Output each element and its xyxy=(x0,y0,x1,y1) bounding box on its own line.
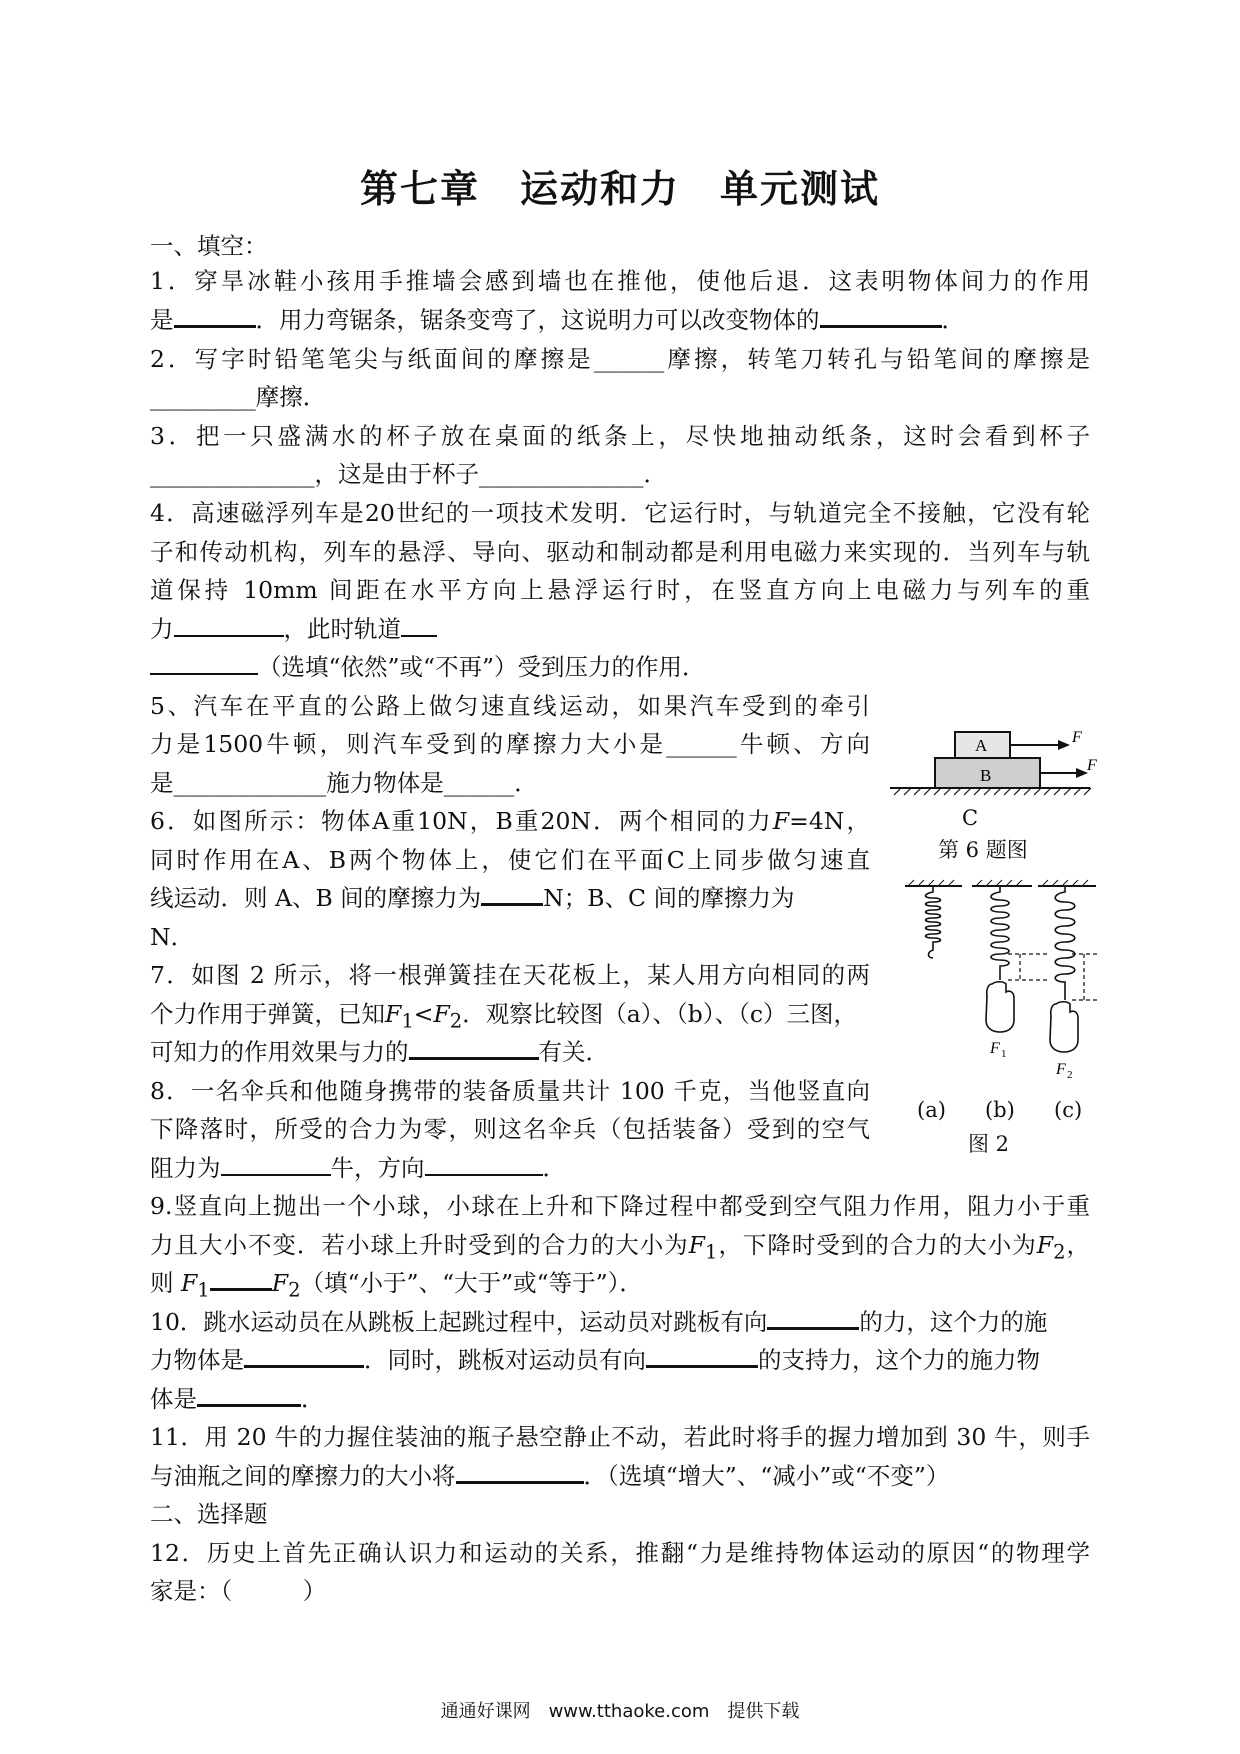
figure-2-label-a: (a) xyxy=(917,1098,946,1122)
figure-2-diagram xyxy=(900,880,1100,1100)
label-f-b: F xyxy=(1087,757,1097,774)
spring-a xyxy=(926,886,941,958)
q7-text-2: ．观察比较图（a）、（b）、（c）三图， xyxy=(462,1000,857,1028)
ground-hatching xyxy=(894,788,1091,795)
q10-text-1: 10．跳水运动员在从跳板上起跳过程中，运动员对跳板有向 xyxy=(150,1308,768,1336)
q1-text-1: 是 xyxy=(150,306,174,334)
q6-text-3: 线运动．则 A、B 间的摩擦力为 xyxy=(150,884,482,912)
figure-2-caption: 图 2 xyxy=(968,1132,1010,1156)
q10-text-3: 力物体是 xyxy=(150,1346,244,1374)
question-7-line-1: 7．如图 2 所示，将一根弹簧挂在天花板上，某人用方向相同的两 xyxy=(150,961,870,989)
q6-text-1: 6．如图所示：物体A重10N，B重20N．两个相同的力 xyxy=(150,807,773,835)
q1-blank-1[interactable] xyxy=(174,301,256,328)
q4-text-2: ，此时轨道 xyxy=(283,615,401,643)
question-4-line-5 xyxy=(150,648,706,686)
q9-f1-sub: 1 xyxy=(704,1240,718,1264)
extension-guides xyxy=(1008,954,1098,1000)
q10-text-2: 的力，这个力的施 xyxy=(859,1308,1048,1336)
q7-f2-symbol: F xyxy=(433,1000,450,1028)
q11-blank[interactable] xyxy=(456,1457,584,1484)
question-12-line-2: 家是：（ ） xyxy=(150,1577,327,1605)
q9-blank[interactable] xyxy=(210,1264,272,1291)
q9-f2-sub-2: 2 xyxy=(288,1278,301,1302)
q9-text-2: ，下降时受到的合力的大小为 xyxy=(717,1231,1037,1259)
q10-blank-2[interactable] xyxy=(244,1341,364,1368)
q6-text-2: =4N， xyxy=(789,807,870,835)
question-2-line-2: _________摩擦． xyxy=(150,383,327,411)
question-8-line-3 xyxy=(150,1149,566,1187)
question-10-line-3 xyxy=(150,1380,325,1418)
q11-text-2: ．（选填“增大”、“减小”或“不变”） xyxy=(583,1462,950,1490)
q7-f1-sub: 1 xyxy=(401,1009,414,1033)
q10-text-4: ．同时，跳板对运动员有向 xyxy=(364,1346,646,1374)
q9-text-4: 则 xyxy=(150,1269,174,1297)
q8-text-1: 阻力为 xyxy=(150,1154,221,1182)
question-4-line-1: 4．高速磁浮列车是20世纪的一项技术发明．它运行时，与轨道完全不接触，它没有轮 xyxy=(150,499,1090,527)
label-b: B xyxy=(980,766,992,785)
arrowhead-a xyxy=(1058,740,1070,750)
question-1-line-2 xyxy=(150,301,965,339)
q1-text-2: ．用力弯锯条，锯条变弯了，这说明力可以改变物体的 xyxy=(255,306,820,334)
q9-f2-sub: 2 xyxy=(1053,1240,1066,1264)
label-a: A xyxy=(975,736,988,755)
figure-6-label-c: C xyxy=(962,806,979,830)
q10-text-5: 的支持力，这个力的施力物 xyxy=(758,1346,1040,1374)
question-10-line-1 xyxy=(150,1303,1047,1341)
label-f2-sub: 2 xyxy=(1067,1069,1073,1081)
q9-text-1: 力且大小不变．若小球上升时受到的合力的大小为 xyxy=(150,1231,689,1259)
label-f1: F xyxy=(990,1040,1000,1057)
q10-blank-3[interactable] xyxy=(646,1341,758,1368)
q10-text-6: 体是 xyxy=(150,1385,197,1413)
q8-text-3: ． xyxy=(542,1154,566,1182)
figure-6-diagram xyxy=(880,720,1110,810)
label-f2: F xyxy=(1056,1061,1066,1078)
question-1-line-1: 1．穿旱冰鞋小孩用手推墙会感到墙也在推他，使他后退．这表明物体间力的作用 xyxy=(150,267,1090,295)
q7-text-4: 有关． xyxy=(538,1038,609,1066)
hand-b xyxy=(986,982,1014,1032)
q8-blank-1[interactable] xyxy=(221,1150,331,1176)
q6-force-symbol: F xyxy=(772,807,790,835)
q1-text-3: ． xyxy=(941,306,965,334)
q4-blank-2[interactable] xyxy=(401,611,437,637)
question-6-line-3 xyxy=(150,879,794,917)
label-f-a: F xyxy=(1072,729,1082,746)
label-f1-sub: 1 xyxy=(1001,1048,1007,1060)
question-3-line-2: ______________，这是由于杯子______________． xyxy=(150,460,667,488)
question-7-line-2 xyxy=(150,995,857,1033)
q1-blank-2[interactable] xyxy=(820,301,942,328)
question-10-line-2 xyxy=(150,1341,1040,1379)
question-9-line-2 xyxy=(150,1226,1090,1264)
question-8-line-1: 8．一名伞兵和他随身携带的装备质量共计 100 千克，当他竖直向 xyxy=(150,1077,870,1105)
q7-text-3: 可知力的作用效果与力的 xyxy=(150,1038,409,1066)
section-choice-heading: 二、选择题 xyxy=(150,1500,268,1528)
question-3-line-1: 3．把一只盛满水的杯子放在桌面的纸条上，尽快地抽动纸条，这时会看到杯子 xyxy=(150,422,1090,450)
q4-text-3: （选填“依然”或“不再”）受到压力的作用． xyxy=(258,653,706,681)
question-4-line-4 xyxy=(150,610,437,648)
q8-blank-2[interactable] xyxy=(425,1150,543,1176)
q4-blank-2-cont[interactable] xyxy=(150,649,258,675)
q9-f2-symbol-2: F xyxy=(271,1269,289,1297)
question-9-line-3 xyxy=(150,1264,643,1302)
q4-blank-1[interactable] xyxy=(174,611,284,637)
question-6-line-4: N． xyxy=(150,923,195,951)
q7-f2-sub: 2 xyxy=(449,1009,463,1033)
spring-b xyxy=(991,886,1009,980)
figure-6-caption: 第 6 题图 xyxy=(938,838,1028,862)
question-7-line-3 xyxy=(150,1033,609,1071)
section-fill-heading: 一、填空： xyxy=(150,232,268,260)
q7-lt: < xyxy=(413,1000,434,1028)
figure-2-label-b: (b) xyxy=(985,1098,1015,1122)
question-8-line-2: 下降落时，所受的合力为零，则这名伞兵（包括装备）受到的空气 xyxy=(150,1115,870,1143)
page-title: 第七章 运动和力 单元测试 xyxy=(359,167,880,211)
q4-text-1: 力 xyxy=(150,615,174,643)
q7-blank[interactable] xyxy=(409,1033,539,1060)
q10-text-7: ． xyxy=(301,1385,325,1413)
q11-text-1: 与油瓶之间的摩擦力的大小将 xyxy=(150,1462,456,1490)
hand-c xyxy=(1050,1002,1078,1052)
question-2-line-1: 2．写字时铅笔笔尖与纸面间的摩擦是______摩擦，转笔刀转孔与铅笔间的摩擦是 xyxy=(150,345,1090,373)
question-5-line-3: 是_____________施力物体是______． xyxy=(150,769,538,797)
question-5-line-1: 5、汽车在平直的公路上做匀速直线运动，如果汽车受到的牵引 xyxy=(150,692,870,720)
question-11-line-1: 11．用 20 牛的力握住装油的瓶子悬空静止不动，若此时将手的握力增加到 30 牛，则手 xyxy=(150,1423,1090,1451)
q9-text-3: ， xyxy=(1065,1231,1091,1259)
question-4-line-2: 子和传动机构，列车的悬浮、导向、驱动和制动都是利用电磁力来实现的．当列车与轨 xyxy=(150,538,1090,566)
spring-c xyxy=(1055,886,1075,1000)
q9-f1-symbol: F xyxy=(688,1231,705,1259)
page-footer: 通通好课网 www.tthaoke.com 提供下载 xyxy=(440,1701,800,1722)
q7-text-1: 个力作用于弹簧，已知 xyxy=(150,1000,385,1028)
q6-blank-1[interactable] xyxy=(481,879,543,906)
question-12-line-1: 12．历史上首先正确认识力和运动的关系，推翻“力是维持物体运动的原因“的物理学 xyxy=(150,1539,1090,1567)
q10-blank-1[interactable] xyxy=(767,1303,859,1330)
q8-text-2: 牛，方向 xyxy=(330,1154,425,1182)
question-5-line-2: 力是1500牛顿，则汽车受到的摩擦力大小是______牛顿、方向 xyxy=(150,730,870,758)
q6-text-4: N；B、C 间的摩擦力为 xyxy=(543,884,795,912)
question-6-line-1 xyxy=(150,802,870,840)
question-6-line-2: 同时作用在A、B两个物体上，使它们在平面C上同步做匀速直 xyxy=(150,846,870,874)
q9-f1-sub-2: 1 xyxy=(197,1278,210,1302)
q9-f1-symbol-2: F xyxy=(180,1269,198,1297)
question-4-line-3: 道保持 10mm 间距在水平方向上悬浮运行时，在竖直方向上电磁力与列车的重 xyxy=(150,576,1090,604)
question-11-line-2 xyxy=(150,1457,949,1495)
q10-blank-4[interactable] xyxy=(197,1380,301,1407)
q7-f1-symbol: F xyxy=(385,1000,402,1028)
q9-text-5: （填“小于”、“大于”或“等于”）． xyxy=(300,1269,643,1297)
question-9-line-1: 9.竖直向上抛出一个小球，小球在上升和下降过程中都受到空气阻力作用，阻力小于重 xyxy=(150,1192,1090,1220)
figure-2-label-c: (c) xyxy=(1054,1098,1083,1122)
q9-f2-symbol: F xyxy=(1036,1231,1054,1259)
